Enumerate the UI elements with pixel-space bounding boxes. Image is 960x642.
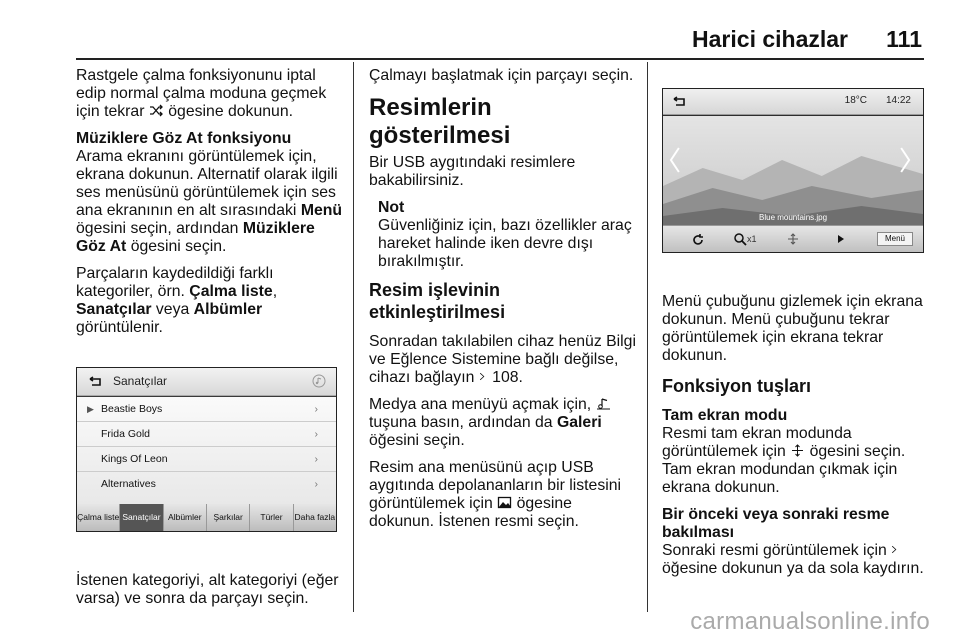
menu-bar-paragraph: Menü çubuğunu gizlemek için ekrana dokunun. Menü çubuğunu tekrar görüntülemek için ekrana tekrar dokunun. bbox=[662, 293, 923, 364]
shuffle-paragraph: Rastgele çalma fonksiyonunu iptal edip normal çalma moduna geçmek için tekrar ögesine dokunun. bbox=[76, 67, 327, 120]
column-3 bbox=[662, 293, 930, 587]
slideshow-play-icon[interactable] bbox=[835, 232, 847, 246]
menu-button[interactable]: Menü bbox=[877, 232, 913, 246]
browse-heading: Müziklere Göz At fonksiyonu bbox=[76, 130, 292, 147]
fullscreen-icon bbox=[790, 444, 805, 457]
note-body: Güvenliğiniz için, bazı özellikler araç hareket halinde iken devre dışı bırakılmıştır. bbox=[378, 217, 632, 270]
note-title: Not bbox=[378, 199, 405, 216]
page-header bbox=[0, 20, 960, 60]
play-icon: ▶ bbox=[87, 404, 94, 414]
column-1 bbox=[76, 67, 344, 346]
pictures-intro: Bir USB aygıtındaki resimlere bakabilirsiniz. bbox=[369, 154, 576, 189]
picture-menu-paragraph: Resim ana menüsünü açıp USB aygıtında depolananların bir listesini görüntülemek için ögesine dokunun. İstenen resmi seçin. bbox=[369, 459, 622, 530]
chevron-right-icon bbox=[891, 543, 900, 556]
tab-genres[interactable]: Türler bbox=[250, 504, 293, 531]
picture-screen bbox=[662, 88, 924, 253]
page-reference-icon bbox=[479, 370, 488, 383]
tab-artists[interactable]: Sanatçılar bbox=[120, 504, 163, 531]
picture-filename: Blue mountains.jpg bbox=[759, 213, 828, 222]
activate-heading: Resim işlevinin etkinleştirilmesi bbox=[369, 280, 506, 322]
screen-title: Sanatçılar bbox=[113, 374, 168, 388]
media-menu-paragraph: Medya ana menüyü açmak için, tuşuna basın, ardından da Galeri öğesini seçin. bbox=[369, 396, 639, 450]
shuffle-icon bbox=[149, 104, 164, 117]
start-play-paragraph: Çalmayı başlatmak için parçayı seçin. bbox=[369, 67, 634, 84]
fullscreen-paragraph: Resmi tam ekran modunda görüntülemek için ögesini seçin. Tam ekran modundan çıkmak için ekrana dokunun. bbox=[662, 425, 906, 496]
zoom-level: x1 bbox=[747, 234, 757, 244]
categories-paragraph: Parçaların kaydedildiği farklı kategoriler, örn. Çalma liste, Sanatçılar veya Albümler görüntülenir. bbox=[76, 265, 278, 336]
media-note-icon bbox=[596, 397, 611, 410]
screen-top-bar bbox=[77, 368, 336, 396]
music-note-icon bbox=[312, 374, 326, 388]
section-title: Harici cihazlar bbox=[692, 26, 848, 52]
list-item[interactable]: Alternatives › bbox=[77, 472, 336, 497]
pictures-heading: Resimlerin gösterilmesi bbox=[369, 94, 511, 149]
column-divider-1 bbox=[353, 62, 354, 612]
chevron-right-icon: › bbox=[314, 403, 318, 415]
rotate-icon[interactable] bbox=[691, 233, 705, 247]
picture-view bbox=[663, 116, 923, 226]
column-divider-2 bbox=[647, 62, 648, 612]
artists-caption: İstenen kategoriyi, alt kategoriyi (eğer varsa) ve sonra da parçayı seçin. bbox=[76, 572, 339, 607]
tab-more[interactable]: Daha fazla bbox=[294, 512, 336, 522]
chevron-right-icon: › bbox=[314, 428, 318, 440]
browse-paragraph: Arama ekranını görüntülemek için, ekrana dokunun. Alternatif olarak ilgili ses menüsünü görüntülemek için ses ana ekranının en alt sırasındaki Menü ögesini seçin, ardından Müziklere Göz At ögesini seçin. bbox=[76, 148, 343, 255]
list-item[interactable]: Kings Of Leon › bbox=[77, 447, 336, 472]
picture-menu-bar bbox=[663, 225, 923, 252]
clock: 14:22 bbox=[885, 95, 911, 106]
chevron-right-icon: › bbox=[314, 453, 318, 465]
back-icon[interactable] bbox=[671, 96, 687, 108]
function-buttons-heading: Fonksiyon tuşları bbox=[662, 376, 812, 396]
temperature: 18°C bbox=[844, 95, 867, 106]
category-tabs bbox=[77, 504, 336, 531]
watermark: carmanualsonline.info bbox=[690, 608, 930, 635]
list-item[interactable]: Frida Gold › bbox=[77, 422, 336, 447]
chevron-right-icon: › bbox=[314, 478, 318, 490]
prev-next-heading: Bir önceki veya sonraki resme bakılması bbox=[662, 506, 890, 541]
column-2 bbox=[369, 67, 639, 540]
zoom-icon[interactable] bbox=[733, 232, 747, 246]
tab-songs[interactable]: Şarkılar bbox=[207, 504, 250, 531]
note-box bbox=[369, 199, 639, 271]
screen-top-bar bbox=[663, 89, 923, 115]
tab-playlist[interactable]: Çalma liste bbox=[77, 504, 120, 531]
fullscreen-heading: Tam ekran modu bbox=[662, 407, 788, 424]
fullscreen-icon[interactable] bbox=[781, 232, 805, 246]
artists-screen bbox=[76, 367, 337, 532]
prev-next-paragraph: Sonraki resmi görüntülemek için öğesine dokunun ya da sola kaydırın. bbox=[662, 542, 924, 577]
picture-icon bbox=[497, 496, 512, 509]
header-rule bbox=[76, 58, 924, 60]
back-icon[interactable] bbox=[87, 376, 103, 388]
page-number: 111 bbox=[886, 26, 922, 52]
tab-albums[interactable]: Albümler bbox=[164, 504, 207, 531]
connect-paragraph: Sonradan takılabilen cihaz henüz Bilgi ve Eğlence Sistemine bağlı değilse, cihazı bağlayın 108. bbox=[369, 333, 636, 386]
artist-list bbox=[77, 397, 336, 505]
list-item[interactable]: ▶ Beastie Boys › bbox=[77, 397, 336, 422]
